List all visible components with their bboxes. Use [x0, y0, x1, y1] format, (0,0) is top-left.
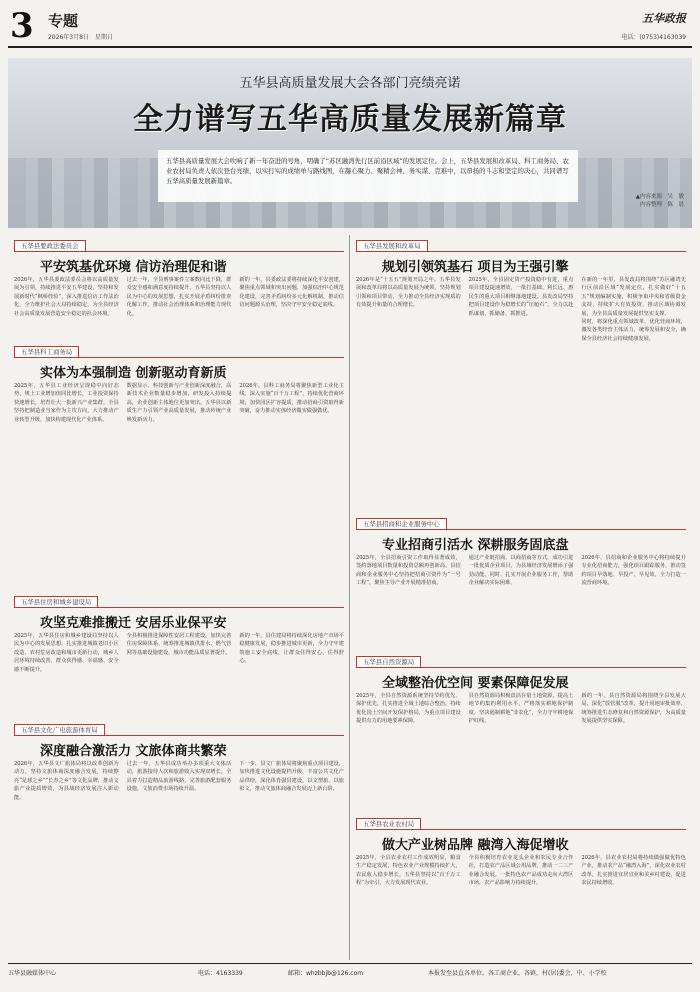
article-column: 过去一年，五华县成功举办多项重大文体活动，旅游接待人次和旅游收入实现双增长。全县着力打造精品旅游线路，完善旅游配套服务设施，文旅消费市场持续升温。: [126, 761, 232, 793]
masthead-rule: [8, 46, 692, 48]
article-column: 2025年，全县招商引资工作取得显著成效，签约落地项目数量和投资总额再创新高。县招商和企业服务中心坚持把招商引资作为“一号工程”，聚焦主导产业开展精准招商。: [356, 555, 461, 587]
article-column: 2026年，五华县委政法委员会将以高质量发展为引领，持续推进平安五华建设，坚持和发展新时代“枫桥经验”，深入推进信访工作法治化，全力维护社会大局持续稳定，为全县经济社会高质量发展营造安全稳定的社会环境。: [14, 277, 119, 317]
article-column: 全县积极推进保障性安居工程建设，加快完善住房保障体系，统筹推进城镇供排水、燃气管网等基础设施建设，城市功能品质显著提升。: [126, 633, 232, 656]
section-tag: [356, 656, 686, 668]
hero-headline: 全力谱写五华高质量发展新篇章: [133, 102, 567, 137]
article-body: [14, 760, 344, 958]
section-headline: 实体为本强制造 创新驱动育新质: [40, 366, 227, 381]
section-tag-label: 五华县自然资源局: [356, 656, 421, 668]
article-column: 新的一年，县住建局将持续深化房地产市场平稳健康发展，稳步推进城市更新，全力守牢建筑施工安全底线，让群众住得安心、住得舒心。: [239, 633, 344, 665]
section-headline: 做大产业树品牌 融湾入海促增收: [382, 838, 569, 853]
article-paragraph: 在新的一年里，县发改局将围绕“苏区融湾先行区前沿区域”发展定位，扎实做好“十五五”规划编制实施，积极争取中央和省级资金支持，持续扩大有效投资，推动区域协调发展，为全县高质量发展提供坚实支撑。: [581, 277, 686, 317]
section-tag-label: 五华县招商和企业服务中心: [356, 518, 447, 530]
article-column: 过去一年，全县刑事案件立案数同比下降，群众安全感和满意度持续提升。五华县坚持以人民为中心的发展思想，扎实开展矛盾纠纷排查化解工作，推动社会治理体系和治理能力现代化。: [126, 277, 232, 317]
newspaper-brand: 五华政报: [642, 12, 686, 25]
section-tag-label: 五华县文化广电旅游体育局: [14, 724, 105, 736]
article-column: 通过产业链招商、以商招商等方式，成功引进一批优质企业项目，为县域经济发展增添了强劲动能。同时，扎实开展企业服务工作，帮助企业解决实际困难。: [468, 555, 574, 587]
footer-rule: [8, 963, 692, 964]
footer-email: 邮箱：whzbbjb@126.com: [288, 970, 364, 977]
section-tag: [356, 240, 686, 252]
article-body: [14, 632, 344, 718]
column-divider: [349, 235, 350, 960]
section-tag-label: 五华县农业农村局: [356, 818, 421, 830]
article-column: 全县积极培育农业龙头企业和农民专业合作社，打造农产品区域公用品牌，推动一二三产业融合发展。一批特色农产品成功走向大湾区市场，农产品影响力持续提升。: [468, 855, 574, 887]
section-tag-label: 五华县要政法委员会: [14, 240, 86, 252]
section-tag: [14, 346, 344, 358]
article-column: 2026年，县科工商务局将聚焦新型工业化主线，深入实施“百千万工程”，持续优化营商环境，加快园区扩容提质，推动招商引资取得新突破，奋力推动实体经济做实做强做优。: [239, 383, 344, 415]
article-column: 2026年是“十五五”规划开局之年。五华县发展和改革局将以高质量发展为统领，坚持规划引领和项目带动，全力推动全县经济实现质的有效提升和量的合理增长。: [356, 277, 461, 309]
section-tag: [14, 596, 344, 608]
article-paragraph: 同时，将深化重点领域改革，优化营商环境，激发各类经营主体活力，统筹发展和安全，确保全县经济社会持续健康发展。: [581, 319, 686, 342]
section-headline: 规划引领筑基石 项目为王强引擎: [382, 260, 569, 275]
section-tag: [356, 518, 686, 530]
article-column: 新的一年，县自然资源局将围绕全县发展大局，深化“放管服”改革，提升用地审批效率，统筹推进生态修复和自然资源保护，为高质量发展提供坚实保障。: [581, 693, 686, 725]
article-body: [356, 854, 686, 958]
article-column: 数据显示，科技创新与产业创新深度融合，高新技术企业数量稳步增加，研发投入持续提高，企业创新主体地位更加突出。五华县以新质生产力引领产业高质量发展，推动传统产业焕发新活力。: [126, 383, 232, 423]
byline-line: 内容整理 陈 晨: [639, 202, 684, 208]
section-tag: [356, 818, 686, 830]
article-column: 县自然资源局积极盘活存量土地资源，提高土地节约集约利用水平，严格落实耕地保护制度，坚决遏制耕地“非农化”，全力守牢耕地保护红线。: [468, 693, 574, 725]
masthead-contact: 电话：(0753)4163039: [621, 34, 686, 41]
footer-distribution-note: 本报发至县直各单位，各工商企业，各镇，村(居)委会，中、小学校: [428, 970, 607, 977]
byline-line: ▲内容来源 吴 敏: [635, 194, 684, 200]
hero-lead: 五华县高质量发展大会吹响了新一年奋进的号角，明确了“苏区融湾先行区前沿区域”的发展定位。会上，五华县发展和改革局、科工商务局、农业农村局负责人依次登台亮绩，以实打实的成绩单与路线图，在凝心聚力、聚精会神、务实谋、克难中，以昂扬的斗志和坚定的决心，共同谱写五华高质量发展新篇章。: [158, 150, 578, 202]
article-body: [356, 276, 686, 512]
article-column: 2025年，五华县工业经济呈现稳中向好态势，规上工业增加值同比增长，工业投资保持快速增长，培育壮大一批新兴产业集群。全县坚持把制造业当家作为主攻方向，大力推动产业转型升级，加快构建现代化产业体系。: [14, 383, 119, 423]
section-tag-label: 五华县科工商务局: [14, 346, 79, 358]
page-number: 3: [10, 6, 34, 46]
section-headline: 专业招商引活水 深耕服务固底盘: [382, 538, 569, 553]
section-headline: 全域整治优空间 要素保障促发展: [382, 676, 569, 691]
article-column: 2026年，五华县文广旅体局将以改革创新为动力，坚持文旅体商深度融合发展，持续擦亮“足球之乡”“长寿之乡”等文化品牌，推动文旅产业提质增效，为县域经济发展注入新动能。: [14, 761, 119, 801]
article-column: 2025年，全县固定资产投资稳中有进，重点项目建设提速增效，一批打基础、利长远、惠民生的重大项目相继落地建设。县发改局坚持把项目建设作为稳增长的“压舱石”，全力以赴抓谋划、抓储备、抓推进。: [468, 277, 574, 317]
article-column: [581, 276, 686, 512]
footer-phone: 电话：4163339: [198, 970, 243, 977]
article-column: 新的一年，县委政法委将持续深化平安创建，聚焦重点领域和突出问题，加强综治中心规范化建设，完善矛盾纠纷多元化解机制，推动信访问题源头治理，坚决守牢安全稳定底线。: [239, 277, 344, 309]
article-body: [356, 692, 686, 812]
article-column: 2026年，县招商和企业服务中心将持续提升专业化招商能力，强化项目跟踪服务，推动签约项目早落地、早投产、早见效，全力打造一流营商环境。: [581, 555, 686, 587]
article-column: 下一步，县文广旅体局将聚焦重点项目建设，加快推进文化设施提档升级，丰富公共文化产品供给，深化体育强县建设，以文塑旅、以旅彰文，推动文旅体商融合发展迈上新台阶。: [239, 761, 344, 793]
article-body: [14, 276, 344, 340]
section-tag-label: 五华县发展和改革局: [356, 240, 428, 252]
section-tag-label: 五华县住房和城乡建设局: [14, 596, 98, 608]
section-name: 专题: [48, 12, 79, 30]
article-column: 2025年，五华县住房和城乡建设局坚持以人民为中心的发展思想，扎实推进城镇老旧小区改造、农村危房改造和城市更新行动，城乡人居环境持续改善，群众获得感、幸福感、安全感不断提升。: [14, 633, 119, 673]
article-body: [356, 554, 686, 650]
hero-byline: [636, 193, 684, 209]
article-body: [14, 382, 344, 590]
section-tag: [14, 240, 344, 252]
section-headline: 深度融合激活力 文旅体商共繁荣: [40, 744, 227, 759]
section-tag: [14, 724, 344, 736]
hero-kicker: 五华县高质量发展大会各部门亮绩亮诺: [239, 76, 461, 91]
masthead: [8, 8, 692, 44]
section-headline: 平安筑基优环境 信访治理促和谐: [40, 260, 227, 275]
footer-publisher: 五华县融媒体中心: [8, 970, 57, 977]
article-column: 2026年，县农业农村局将持续做强做优特色产业，推动农产品“融湾入海”，深化农业农村改革，扎实推进宜居宜业和美乡村建设，促进农民持续增收。: [581, 855, 686, 887]
issue-date: 2026年3月8日 星期日: [48, 34, 113, 41]
article-column: 2025年，全县自然资源系统坚持节约优先、保护优先，扎实推进全域土地综合整治，持续优化国土空间开发保护格局，为重点项目建设提供有力的用地要素保障。: [356, 693, 461, 725]
article-column: 2025年，全县农业农村工作成效明显，粮食生产稳定发展，特色农业产业规模持续扩大，农民收入稳步增长。五华县坚持以“百千万工程”为牵引，大力发展现代农业。: [356, 855, 461, 887]
section-headline: 攻坚克难推搬迁 安居乐业保平安: [40, 616, 227, 631]
hero-banner: [8, 58, 692, 228]
